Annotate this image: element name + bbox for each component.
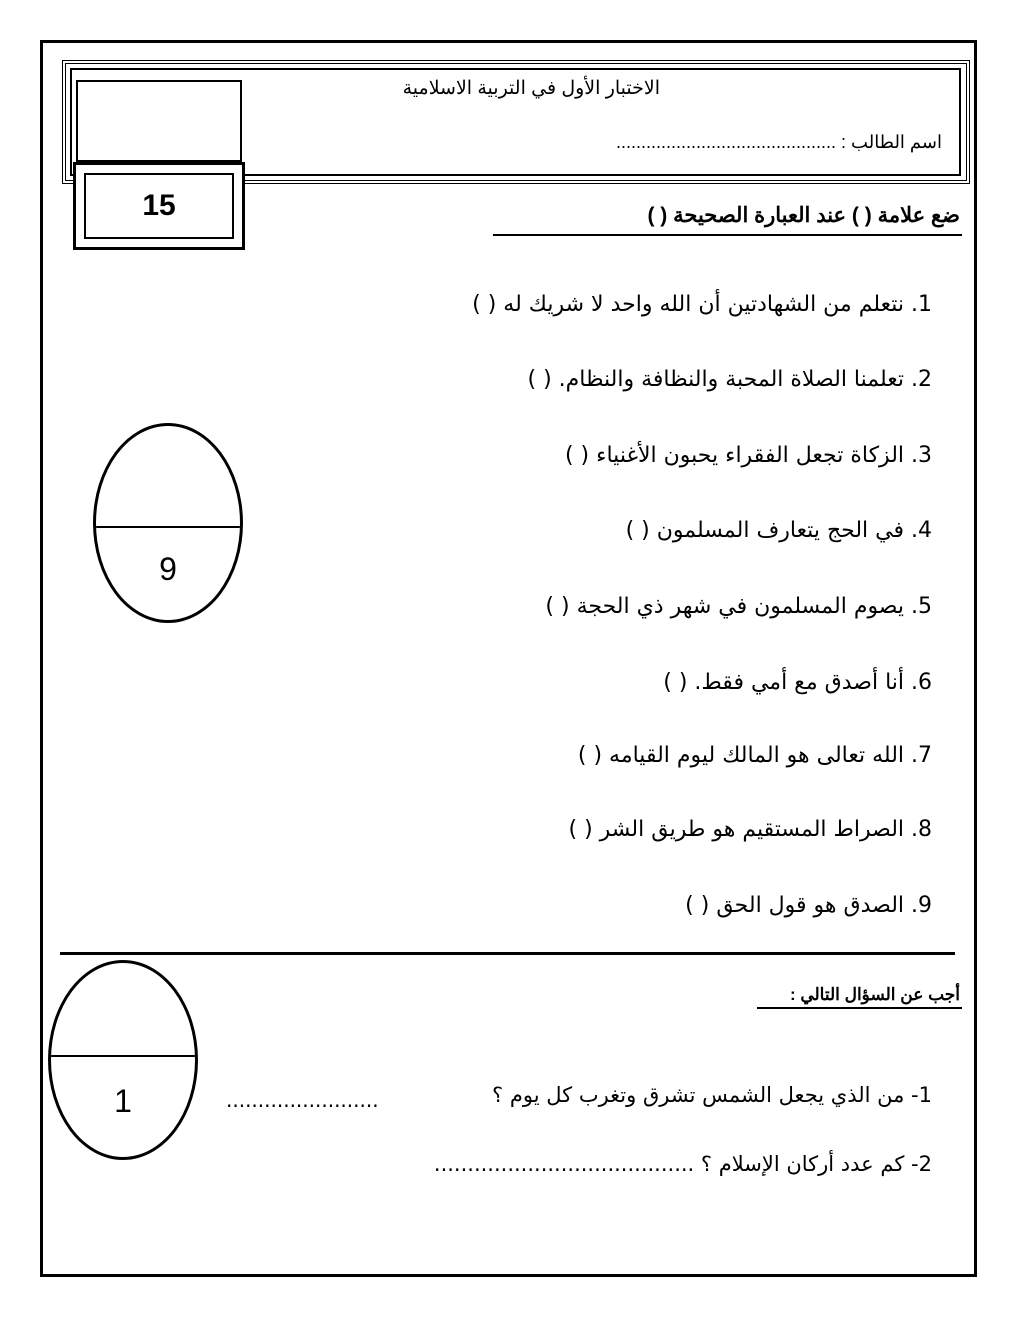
section2-instruction-underline: [757, 1007, 962, 1009]
section1-score: 9: [159, 551, 177, 587]
exam-title: الاختبار الأول في التربية الاسلامية: [402, 78, 660, 99]
question-6: 6. أنا أصدق مع أمي فقط. ( ): [663, 670, 932, 695]
answer-line-1[interactable]: ........................: [226, 1088, 379, 1112]
question-8: 8. الصراط المستقيم هو طريق الشر ( ): [568, 817, 932, 842]
section-divider: [60, 952, 955, 955]
oval-divider: [96, 526, 240, 528]
open-question-1: 1- من الذي يجعل الشمس تشرق وتغرب كل يوم ؟: [492, 1083, 932, 1107]
section1-score-oval: [93, 423, 243, 623]
question-4: 4. في الحج يتعارف المسلمون ( ): [625, 518, 932, 543]
section2-score-oval: [48, 960, 198, 1160]
question-7: 7. الله تعالى هو المالك ليوم القيامه ( ): [577, 743, 932, 768]
total-score-box: [73, 162, 245, 250]
question-2: 2. تعلمنا الصلاة المحبة والنظافة والنظام. ( ): [527, 367, 932, 392]
section1-instruction-underline: [493, 234, 962, 236]
student-name-field[interactable]: اسم الطالب : ............................................: [615, 132, 942, 152]
section1-instruction: ضع علامة ( ) عند العبارة الصحيحة ( ): [647, 204, 960, 227]
section2-score: 1: [114, 1083, 132, 1119]
question-9: 9. الصدق هو قول الحق ( ): [685, 893, 932, 918]
oval-divider: [51, 1055, 195, 1057]
blank-grade-box: [76, 80, 242, 162]
question-5: 5. يصوم المسلمون في شهر ذي الحجة ( ): [545, 594, 932, 619]
section2-instruction: أجب عن السؤال التالي :: [789, 985, 960, 1004]
open-question-2: 2- كم عدد أركان الإسلام ؟ .......................................: [433, 1152, 932, 1176]
question-1: 1. نتعلم من الشهادتين أن الله واحد لا شريك له ( ): [472, 292, 932, 317]
question-3: 3. الزكاة تجعل الفقراء يحبون الأغنياء ( ): [564, 443, 932, 468]
total-score: 15: [84, 173, 234, 239]
